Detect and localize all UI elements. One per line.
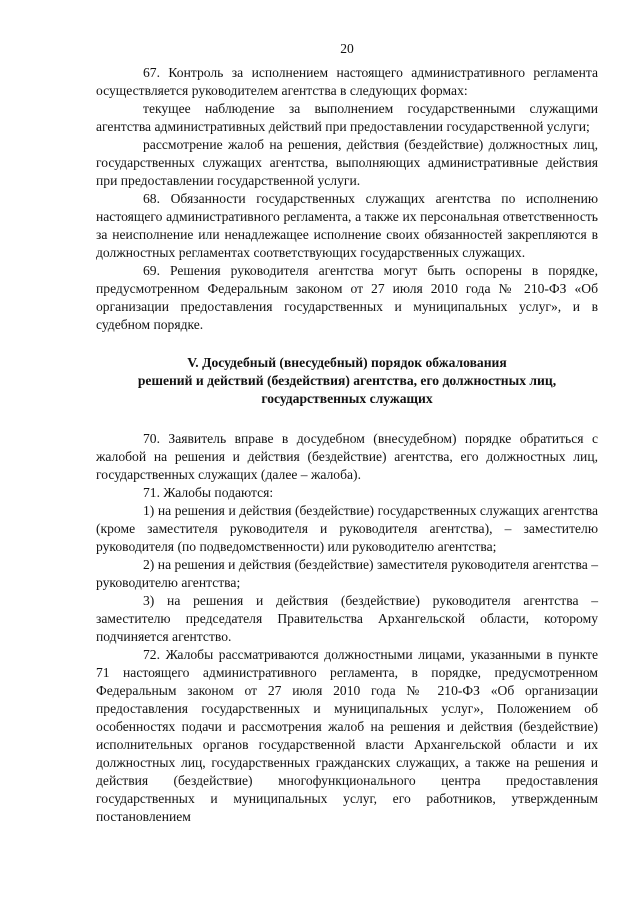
paragraph-71-item-1: 1) на решения и действия (бездействие) государственных служащих агентства (кроме заместителя руководителя и руководителя агентства), – заместителю руководителя (по подведомственности) или руководителю агентства; bbox=[96, 503, 598, 554]
paragraph-67: 67. Контроль за исполнением настоящего административного регламента осуществляется руководителем агентства в следующих формах: bbox=[96, 65, 598, 98]
paragraph-71-item-2: 2) на решения и действия (бездействие) заместителя руководителя агентства – руководителю агентства; bbox=[96, 557, 598, 590]
page-number: 20 bbox=[340, 41, 354, 56]
document-page bbox=[96, 40, 598, 826]
paragraph-68: 68. Обязанности государственных служащих агентства по исполнению настоящего административного регламента, а также их персональная ответственность за неисполнение или ненадлежащее исполнение своих обязанностей закрепляются в должностных регламентах соответствующих государственных служащих. bbox=[96, 191, 598, 260]
paragraph-71: 71. Жалобы подаются: bbox=[143, 485, 274, 500]
paragraph-72: 72. Жалобы рассматриваются должностными лицами, указанными в пункте 71 настоящего административного регламента, в порядке, предусмотренном Федеральным законом от 27 июля 2010 года № 210-ФЗ «Об организации предоставления государственных и муниципальных услуг», Положением об особенностях подачи и рассмотрения жалоб на решения и действия (бездействие) исполнительных органов государственной власти Архангельской области и их должностных лиц, государственных гражданских служащих, а также на решения и действия (бездействие) многофункционального центра предоставления государственных и муниципальных услуг, его работников, утвержденным постановлением bbox=[96, 647, 598, 824]
paragraph-71-item-3: 3) на решения и действия (бездействие) руководителя агентства – заместителю председателя Правительства Архангельской области, которому подчиняется агентство. bbox=[96, 593, 598, 644]
paragraph-67-form-1: текущее наблюдение за выполнением государственными служащими агентства административных действий при предоставлении государственной услуги; bbox=[96, 101, 598, 134]
paragraph-70: 70. Заявитель вправе в досудебном (внесудебном) порядке обратиться с жалобой на решения и действия (бездействие) агентства, его должностных лиц, государственных служащих (далее – жалоба). bbox=[96, 431, 598, 482]
section-heading-line: государственных служащих bbox=[261, 391, 433, 406]
section-heading-line: решений и действий (бездействия) агентства, его должностных лиц, bbox=[137, 373, 557, 388]
paragraph-69: 69. Решения руководителя агентства могут быть оспорены в порядке, предусмотренном Федеральным законом от 27 июля 2010 года № 210-ФЗ «Об организации предоставления государственных и муниципальных услуг», и в судебном порядке. bbox=[96, 263, 598, 332]
section-heading bbox=[96, 354, 598, 408]
section-heading-line: V. Досудебный (внесудебный) порядок обжалования bbox=[187, 355, 507, 370]
paragraph-67-form-2: рассмотрение жалоб на решения, действия (бездействие) должностных лиц, государственных служащих агентства, выполняющих административные действия при предоставлении государственной услуги. bbox=[96, 137, 598, 188]
